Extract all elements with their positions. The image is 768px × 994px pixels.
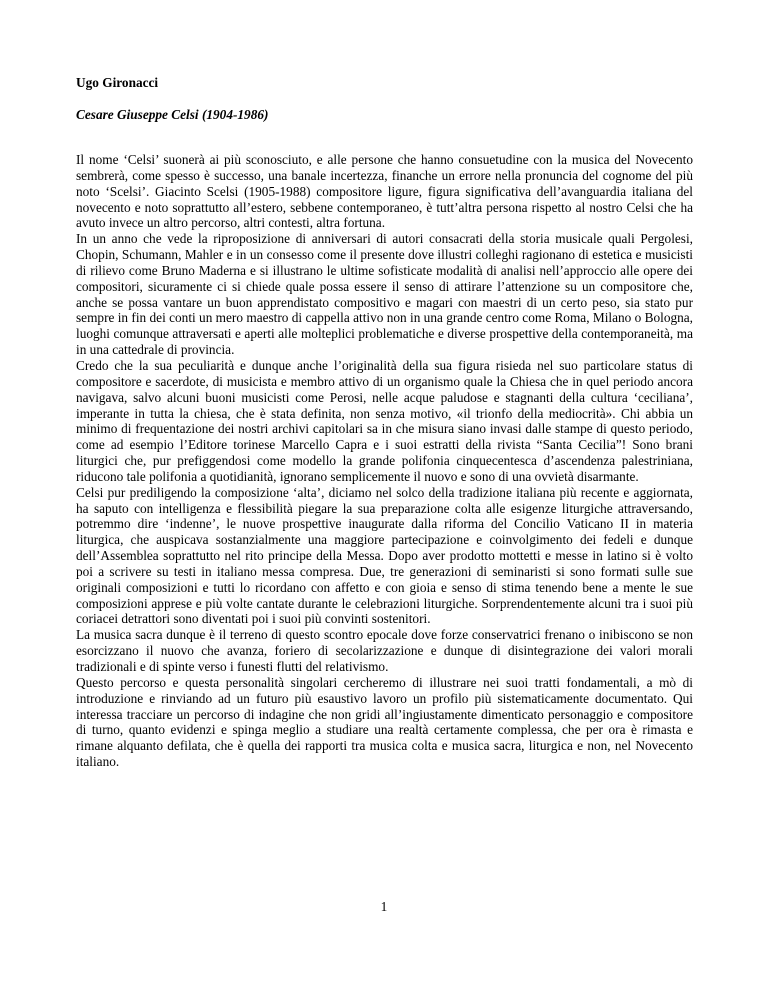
paragraph: In un anno che vede la riproposizione di anniversari di autori consacrati della storia musicale quali Pergolesi, Chopin, Schumann, Mahler e in un consesso come il presente dove illustri colleghi ragionano di estetica e musicisti di rilievo come Bruno Maderna e si illustrano le ultime sofisticate modalità di analisi nell’approccio alle opere dei compositori, sicuramente ci si chiede quale possa essere il senso di attirare l’attenzione su un compositore che, anche se possa vantare un buon apprendistato compositivo e magari con maestri di un certo peso, sia stato pur sempre in fin dei conti un mero maestro di cappella attivo non in una grande centro come Roma, Milano o Bologna, luoghi comunque attraversati e aperti alle molteplici problematiche e diverse prospettive della contemporaneità, ma in una cattedrale di provincia.: [76, 231, 693, 358]
page-number: 1: [380, 899, 388, 914]
paragraph: Il nome ‘Celsi’ suonerà ai più sconosciuto, e alle persone che hanno consuetudine con la musica del Novecento sembrerà, come spesso è successo, una banale incertezza, finanche un errore nella pronuncia del cognome del più noto ‘Scelsi’. Giacinto Scelsi (1905-1988) compositore ligure, figura significativa dell’avanguardia italiana del novecento e noto soprattutto all’estero, sebbene contemporaneo, è tutt’altra persona rispetto al nostro Celsi che ha avuto invece un altro percorso, altri contesti, altra fortuna.: [76, 152, 693, 231]
body-text: [76, 152, 693, 770]
author-name: Ugo Gironacci: [76, 75, 159, 90]
paragraph: Questo percorso e questa personalità singolari cercheremo di illustrare nei suoi tratti fondamentali, a mò di introduzione e rinviando ad un futuro più esaustivo lavoro un profilo più sistematicamente documentato. Qui interessa tracciare un percorso di indagine che non gridi all’ingiustamente dimenticato personaggio e compositore di turno, quanto evidenzi e spinga meglio a studiare una realtà certamente complessa, che per ora è rimasta e rimane alquanto defilata, che è quella dei rapporti tra musica colta e musica sacra, liturgica e non, nel Novecento italiano.: [76, 674, 693, 770]
document-title: Cesare Giuseppe Celsi (1904-1986): [76, 107, 269, 122]
paragraph: La musica sacra dunque è il terreno di questo scontro epocale dove forze conservatrici frenano o inibiscono se non esorcizzano il nuovo che avanza, foriero di secolarizzazione e dunque di disintegrazione dei valori morali tradizionali e di spinte verso i funesti flutti del relativismo.: [76, 627, 693, 674]
paragraph: Credo che la sua peculiarità e dunque anche l’originalità della sua figura risieda nel suo particolare status di compositore e sacerdote, di musicista e membro attivo di un organismo quale la Chiesa che in quel periodo ancora navigava, salvo alcuni buoni musicisti come Perosi, nelle acque paludose e stagnanti della cultura ‘ceciliana’, imperante in tutta la chiesa, che è stata definita, non senza motivo, «il trionfo della mediocrità». Chi abbia un minimo di frequentazione dei nostri archivi capitolari sa in che misura siano invasi dalle stampe di questo periodo, come ad esempio l’Editore torinese Marcello Capra e i suoi estratti della rivista “Santa Cecilia”! Sono brani liturgici che, pur prefiggendosi come modello la grande polifonia cinquecentesca d’ascendenza palestriniana, riducono tale polifonia a quotidianità, ignorano semplicemente il nuovo e sono di una ovvietà disarmante.: [76, 357, 693, 484]
paragraph: Celsi pur prediligendo la composizione ‘alta’, diciamo nel solco della tradizione italiana più recente e aggiornata, ha saputo con intelligenza e flessibilità piegare la sua preparazione colta alle esigenze liturgiche attraversando, potremmo dire ‘indenne’, le nuove prospettive inaugurate dalla riforma del Concilio Vaticano II in materia liturgica, che auspicava sostanzialmente una maggiore partecipazione e coinvolgimento dei fedeli e dunque dell’Assemblea soprattutto nel rito principe della Messa. Dopo aver prodotto mottetti e messe in latino si è volto poi a scrivere su testi in italiano messa compresa. Due, tre generazioni di seminaristi si sono formati sulle sue originali composizioni e tutti lo ricordano con affetto e con gioia e senso di stima tenendo bene a mente le sue composizioni apprese e più volte cantate durante le celebrazioni liturgiche. Sorprendentemente alcuni tra i suoi più coriacei detrattori sono diventati poi i suoi più convinti sostenitori.: [76, 484, 693, 627]
